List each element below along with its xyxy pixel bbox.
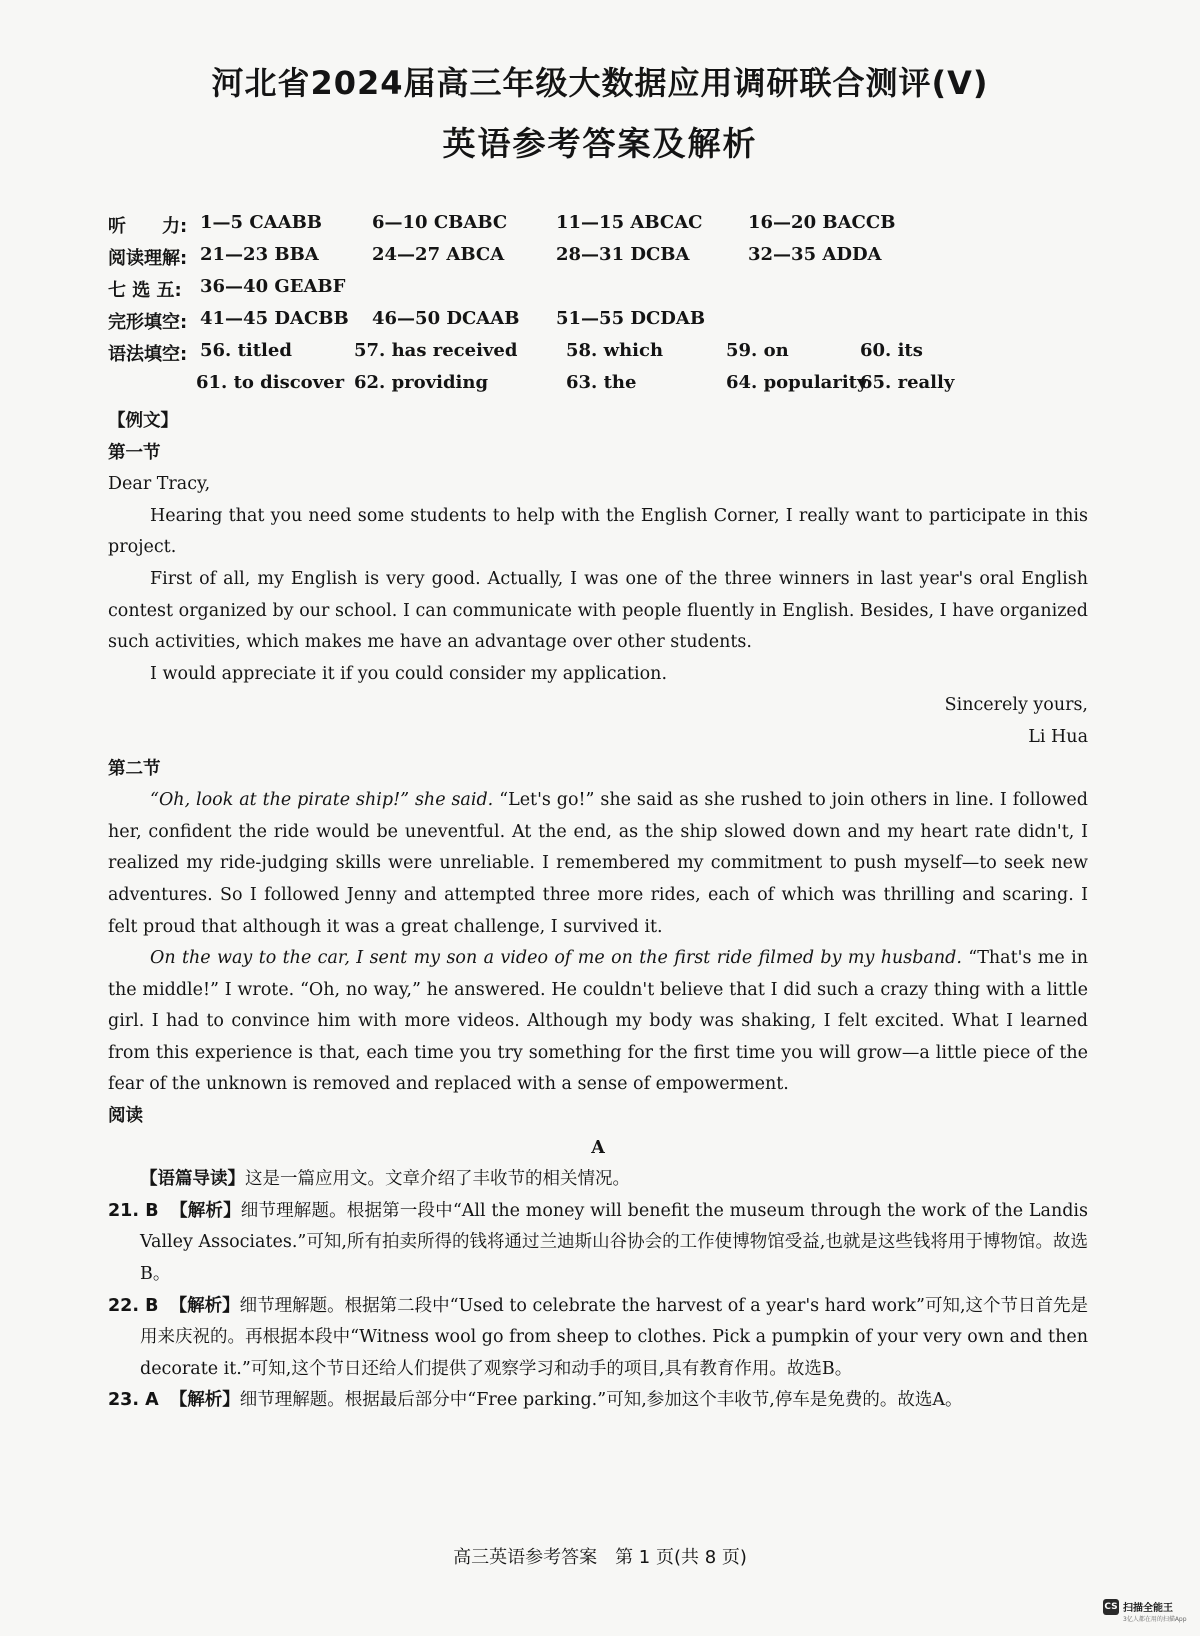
explanation-text: 细节理解题。根据最后部分中“Free parking.”可知,参加这个丰收节,停车是免费的。故选A。: [239, 1390, 963, 1411]
answer-label-cloze: 完形填空:: [108, 312, 188, 333]
passage-guide: [108, 1164, 1088, 1196]
letter-closing: Sincerely yours,: [944, 695, 1088, 716]
answer-row-cloze: [108, 308, 1108, 340]
section-two-heading: 第二节: [108, 758, 161, 779]
answer-item: 61. to discover: [196, 372, 345, 393]
letter-salutation: Dear Tracy,: [108, 474, 211, 495]
answer-key: [108, 212, 1108, 404]
guide-tag: 【语篇导读】: [140, 1169, 245, 1190]
explanation-text: 细节理解题。根据第一段中“All the money will benefit the museum through the work of the Landis Valley Associates.”可知,所有拍卖所得的钱将通过兰迪斯山谷协会的工作使博物馆受益,也就是这些钱将用于博物馆。故选B。: [140, 1200, 1088, 1285]
explanation-tag: 【解析】: [169, 1295, 240, 1316]
answer-row-grammar-1: [108, 340, 1108, 372]
explanation-text: 细节理解题。根据第二段中“Used to celebrate the harvest of a year's hard work”可知,这个节日首先是用来庆祝的。再根据本段中“Witness wool go from sheep to clothes. Pick a pumpkin of your very own and then decorate it.”可知,这个节日还给人们提供了观察学习和动手的项目,具有教育作用。故选B。: [140, 1295, 1089, 1379]
answer-item: 46—50 DCAAB: [372, 308, 520, 329]
answer-item: 60. its: [860, 340, 923, 361]
answer-row-listening: [108, 212, 1108, 244]
scanner-name: 扫描全能王: [1123, 1603, 1173, 1614]
story-opening-italic: On the way to the car, I sent my son a video of me on the first ride filmed by my husband.: [150, 948, 962, 969]
answer-item: 28—31 DCBA: [556, 244, 690, 265]
answer-row-seven: [108, 276, 1108, 308]
passage-label: A: [591, 1137, 605, 1158]
question-number: 22. B: [108, 1295, 159, 1316]
story-paragraph: [108, 943, 1088, 1101]
answer-item: 41—45 DACBB: [200, 308, 349, 329]
question-number: 21. B: [108, 1200, 159, 1221]
explanation-tag: 【解析】: [169, 1390, 240, 1411]
answer-item: 64. popularity: [726, 372, 868, 393]
answer-item: 6—10 CBABC: [372, 212, 508, 233]
scanner-watermark: [1103, 1597, 1195, 1627]
letter-signature: Li Hua: [1028, 726, 1088, 747]
story-paragraph: [108, 785, 1088, 943]
sample-heading: 【例文】: [108, 411, 178, 431]
answer-item: 65. really: [860, 372, 955, 393]
answer-item: 57. has received: [354, 340, 518, 361]
letter-paragraph: I would appreciate it if you could consider my application.: [150, 663, 668, 684]
answer-item: 11—15 ABCAC: [556, 212, 703, 233]
story-text: “That's me in the middle!” I wrote. “Oh, no way,” he answered. He couldn't believe that I did such a crazy thing with a little girl. I had to convince him with more videos. Although my body was shaking, I felt excited. What I learned from this experience is that, each time you try something for the first time you will grow—a little piece of the fear of the unknown is removed and replaced with a sense of empowerment.: [108, 948, 1088, 1095]
page-subtitle: 英语参考答案及解析: [442, 124, 758, 163]
page-title: 河北省2024届高三年级大数据应用调研联合测评(Ⅴ): [211, 64, 989, 102]
letter-paragraph: First of all, my English is very good. Actually, I was one of the three winners in last year's oral English contest organized by our school. I can communicate with people fluently in English. Besides, I have organized such activities, which makes me have an advantage over other students.: [108, 568, 1088, 653]
story-text: “Let's go!” she said as she rushed to join others in line. I followed her, confident the ride would be uneventful. At the end, as the ship slowed down and my heart rate didn't, I realized my ride-judging skills were unreliable. I remembered my commitment to push myself—to seek new adventures. So I followed Jenny and attempted three more rides, each of which was thrilling and scaring. I felt proud that although it was a great challenge, I survived it.: [108, 790, 1088, 937]
answer-item: 16—20 BACCB: [748, 212, 896, 233]
answer-label-listening: 听 力:: [108, 216, 188, 237]
answer-row-reading: [108, 244, 1108, 276]
letter-paragraph: Hearing that you need some students to help with the English Corner, I really want to participate in this project.: [108, 505, 1088, 558]
answer-label-grammar: 语法填空:: [108, 344, 188, 365]
reading-heading: 阅读: [108, 1106, 143, 1127]
answer-item: 1—5 CAABB: [200, 212, 323, 233]
answer-item: 63. the: [566, 372, 637, 393]
explanation-item: [108, 1196, 1088, 1291]
scanner-logo-icon: CS: [1103, 1599, 1119, 1615]
answer-item: 58. which: [566, 340, 664, 361]
explanation-item: [108, 1385, 1088, 1417]
answer-label-seven: 七 选 五:: [108, 280, 182, 301]
answer-item: 59. on: [726, 340, 789, 361]
section-one-heading: 第一节: [108, 442, 161, 463]
page-footer: 高三英语参考答案 第 1 页(共 8 页): [453, 1547, 747, 1568]
document-body: [108, 406, 1088, 1417]
explanation-tag: 【解析】: [170, 1200, 241, 1221]
answer-row-grammar-2: [108, 372, 1108, 404]
answer-item: 51—55 DCDAB: [556, 308, 706, 329]
guide-text: 这是一篇应用文。文章介绍了丰收节的相关情况。: [245, 1169, 630, 1190]
answer-label-reading: 阅读理解:: [108, 248, 188, 269]
story-opening-italic: “Oh, look at the pirate ship!” she said.: [150, 790, 494, 811]
answer-item: 56. titled: [200, 340, 292, 361]
answer-item: 36—40 GEABF: [200, 276, 346, 297]
answer-item: 62. providing: [354, 372, 489, 393]
answer-item: 24—27 ABCA: [372, 244, 505, 265]
explanation-item: [108, 1291, 1088, 1386]
question-number: 23. A: [108, 1390, 159, 1411]
scanner-tagline: 3亿人都在用的扫描App: [1123, 1616, 1187, 1623]
answer-item: 32—35 ADDA: [748, 244, 882, 265]
answer-item: 21—23 BBA: [200, 244, 319, 265]
